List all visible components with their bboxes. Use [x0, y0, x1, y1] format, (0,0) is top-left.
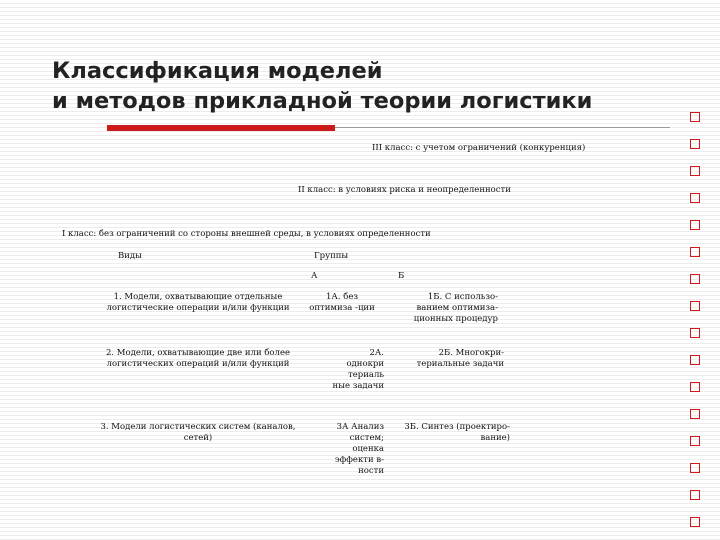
square-bullet-icon [690, 139, 700, 149]
square-bullet-icon [690, 193, 700, 203]
square-bullet-icon [690, 220, 700, 230]
slide-title [52, 56, 592, 116]
slide-title-line-1: Классификация моделей [52, 58, 383, 84]
square-bullet-icon [690, 463, 700, 473]
square-bullet-icon [690, 112, 700, 122]
square-bullet-icon [690, 517, 700, 527]
square-bullet-icon [690, 355, 700, 365]
class-1-heading: I класс: без ограничений со стороны внешней среды, в условиях определенности [62, 229, 431, 239]
group-a-cell-3: 3А Анализ систем; оценка эффекти в-ности [334, 422, 384, 476]
class-3-heading: III класс: с учетом ограничений (конкуренция) [372, 143, 586, 153]
square-bullet-icon [690, 328, 700, 338]
group-b-header: Б [398, 271, 405, 281]
group-a-cell-2: 2А. однокри териаль ные задачи [332, 348, 384, 391]
types-header: Виды [118, 251, 142, 261]
group-b-cell-1: 1Б. С использо-ванием оптимиза-ционных процедур [413, 292, 498, 324]
square-bullet-icon [690, 247, 700, 257]
groups-header: Группы [314, 251, 349, 261]
square-bullet-icon [690, 274, 700, 284]
square-bullet-icon [690, 382, 700, 392]
type-cell-2: 2. Модели, охватывающие две или более логистических операций и/или функций [105, 348, 291, 369]
slide-title-line-2: и методов прикладной теории логистики [52, 88, 593, 114]
group-b-cell-2: 2Б. Многокри-териальные задачи [416, 348, 504, 369]
title-divider [335, 127, 670, 128]
square-bullet-icon [690, 166, 700, 176]
title-accent-bar [107, 125, 335, 131]
group-b-cell-3: 3Б. Синтез (проектиро-вание) [404, 422, 510, 443]
square-bullet-icon [690, 490, 700, 500]
type-cell-3: 3. Модели логистических систем (каналов, сетей) [100, 422, 296, 443]
class-2-heading: II класс: в условиях риска и неопределенности [298, 185, 511, 195]
group-a-cell-1: 1А. без оптимиза -ции [309, 292, 375, 313]
square-bullet-icon [690, 301, 700, 311]
type-cell-1: 1. Модели, охватывающие отдельные логистические операции и/или функции [106, 292, 290, 313]
square-bullet-icon [690, 436, 700, 446]
square-bullet-icon [690, 409, 700, 419]
group-a-header: А [311, 271, 318, 281]
